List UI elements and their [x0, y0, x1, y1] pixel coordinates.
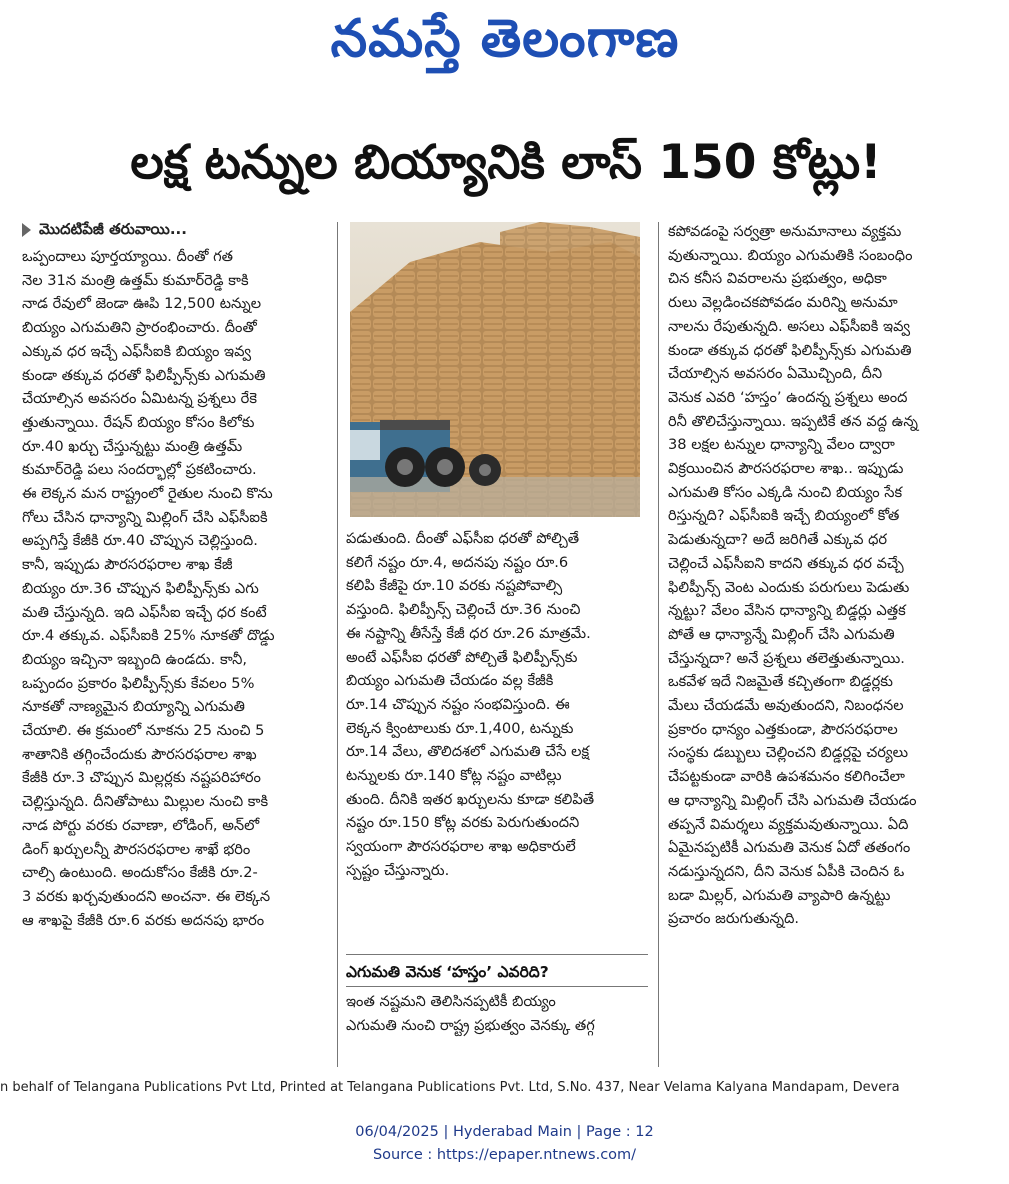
section-subhead: ఎగుమతి వెనుక ‘హస్తం’ ఎవరిది?	[346, 963, 549, 981]
edition-date-page: 06/04/2025 | Hyderabad Main | Page : 12	[355, 1124, 654, 1140]
article-column-2-continued: ఇంత నష్టమని తెలిసినప్పటికీ బియ్యం ఎగుమతి నుంచి రాష్ట్ర ప్రభుత్వం వెనక్కు తగ్గ	[346, 993, 595, 1034]
column-divider-2	[658, 222, 659, 1067]
rice-sacks-truck-photo	[350, 222, 640, 517]
column-divider-1	[337, 222, 338, 1067]
newspaper-masthead: నమస్తే తెలంగాణ	[330, 9, 680, 69]
article-column-1: ఒప్పందాలు పూర్తయ్యాయి. దీంతో గత నెల 31న మంత్రి ఉత్తమ్‌ కుమార్‌రెడ్డి కాకి నాడ రేవులో జెండా ఊపి 12,500 టన్నుల బియ్యం ఎగుమతిని ప్రారంభించారు. దీంతో ఎక్కువ ధర ఇచ్చే ఎఫ్‌సీఐకి బియ్యం ఇవ్వ కుండా తక్కువ ధరతో ఫిలిప్పీన్స్‌కు ఎగుమతి చేయాల్సిన అవసరం ఏమిటన్న ప్రశ్నలు రేకె త్తుతున్నాయి. రేషన్‌ బియ్యం కోసం కిలోకు రూ.40 ఖర్చు చేస్తున్నట్టు మంత్రి ఉత్తమ్‌ కుమార్‌రెడ్డి పలు సందర్భాల్లో ప్రకటించారు. ఈ లెక్కన మన రాష్ట్రంలో రైతుల నుంచి కొను గోలు చేసిన ధాన్యాన్ని మిల్లింగ్‌ చేసి ఎఫ్‌సీఐకి అప్పగిస్తే కేజీకి రూ.40 చొప్పున చెల్లిస్తుంది. కానీ, ఇప్పుడు పౌరసరఫరాల శాఖ కేజీ బియ్యం రూ.36 చొప్పున ఫిలిప్పీన్స్‌కు ఎగు మతి చేస్తున్నది. ఇది ఎఫ్‌సీఐ ఇచ్చే ధర కంటే రూ.4 తక్కువ. ఎఫ్‌సీఐకి 25% నూకతో దొడ్డు బియ్యం ఇచ్చినా ఇబ్బంది ఉండదు. కానీ, ఒప్పందం ప్రకారం ఫిలిప్పీన్స్‌కు కేవలం 5% నూకతో నాణ్యమైన బియ్యాన్ని ఎగుమతి చేయాలి. ఈ క్రమంలో నూకను 25 నుంచి 5 శాతానికి తగ్గించేందుకు పౌరసరఫరాల శాఖ కేజీకి రూ.3 చొప్పున మిల్లర్లకు నష్టపరిహారం చెల్లిస్తున్నది. దీనితోపాటు మిల్లుల నుంచి కాకి నాడ పోర్టు వరకు రవాణా, లోడింగ్‌, అన్‌లో డింగ్‌ ఖర్చులన్నీ పౌరసరఫరాల శాఖే భరిం చాల్సి ఉంటుంది. అందుకోసం కేజీకి రూ.2- 3 వరకు ఖర్చవుతుందని అంచనా. ఈ లెక్కన ఆ శాఖపై కేజీకి రూ.6 వరకు అదనపు భారం	[22, 248, 275, 929]
kicker-text: మొదటిపేజీ తరువాయి...	[39, 220, 187, 238]
article-headline: లక్ష టన్నుల బియ్యానికి లాస్‌ 150 కోట్లు!	[130, 135, 882, 190]
rice-sacks-illustration	[350, 222, 640, 517]
article-column-2: పడుతుంది. దీంతో ఎఫ్‌సీఐ ధరతో పోల్చితే కలిగే నష్టం రూ.4, అదనపు నష్టం రూ.6 కలిపి కేజీపై రూ.10 వరకు నష్టపోవాల్సి వస్తుంది. ఫిలిప్పీన్స్‌ చెల్లించే రూ.36 నుంచి ఈ నష్టాన్ని తీసేస్తే కేజీ ధర రూ.26 మాత్రమే. అంటే ఎఫ్‌సీఐ ధరతో పోల్చితే ఫిలిప్పీన్స్‌కు బియ్యం ఎగుమతి చేయడం వల్ల కేజీకి రూ.14 చొప్పున నష్టం సంభవిస్తుంది. ఈ లెక్కన క్వింటాలుకు రూ.1,400, టన్నుకు రూ.14 వేలు, తొలిదశలో ఎగుమతి చేసే లక్ష టన్నులకు రూ.140 కోట్ల నష్టం వాటిల్లు తుంది. దీనికి ఇతర ఖర్చులను కూడా కలిపితే నష్టం రూ.150 కోట్ల వరకు పెరుగుతుందని స్వయంగా పౌరసరఫరాల శాఖ అధికారులే స్పష్టం చేస్తున్నారు.	[346, 530, 595, 879]
subhead-rule-bottom	[346, 986, 648, 987]
chevron-right-icon	[22, 223, 31, 237]
source-link[interactable]: Source : https://epaper.ntnews.com/	[372, 1147, 637, 1163]
continued-from-kicker	[22, 217, 187, 241]
imprint-line: n behalf of Telangana Publications Pvt Ltd, Printed at Telangana Publications Pvt. Ltd, S.No. 437, Near Velama Kalyana Mandapam, Devera	[0, 1080, 900, 1095]
article-column-3: కపోవడంపై సర్వత్రా అనుమానాలు వ్యక్తమ వుతున్నాయి. బియ్యం ఎగుమతికి సంబంధిం చిన కనీస వివరాలను ప్రభుత్వం, అధికా రులు వెల్లడించకపోవడం మరిన్ని అనుమా నాలను రేపుతున్నది. అసలు ఎఫ్‌సీఐకి ఇవ్వ కుండా తక్కువ ధరతో ఫిలిప్పీన్స్‌కు ఎగుమతి చేయాల్సిన అవసరం ఏమొచ్చింది, దీని వెనుక ఎవరి ‘హస్తం’ ఉందన్న ప్రశ్నలు అంద రినీ తొలిచేస్తున్నాయి. ఇప్పటికే తన వద్ద ఉన్న 38 లక్షల టన్నుల ధాన్యాన్ని వేలం ద్వారా విక్రయించిన పౌరసరఫరాల శాఖ.. ఇప్పుడు ఎగుమతి కోసం ఎక్కడి నుంచి బియ్యం సేక రిస్తున్నది? ఎఫ్‌సీఐకి ఇచ్చే బియ్యంలో కోత పెడుతున్నదా? అదే జరిగితే ఎక్కువ ధర చెల్లించే ఎఫ్‌సీఐని కాదని తక్కువ ధర వచ్చే ఫిలిప్పీన్స్‌ వెంట ఎందుకు పరుగులు పెడుతు న్నట్టు? వేలం వేసిన ధాన్యాన్ని బిడ్డర్లు ఎత్తక పోతే ఆ ధాన్యాన్నే మిల్లింగ్‌ చేసి ఎగుమతి చేస్తున్నదా? అనే ప్రశ్నలు తలెత్తుతున్నాయి. ఒకవేళ ఇదే నిజమైతే కచ్చితంగా బిడ్డర్లకు మేలు చేయడమే అవుతుందని, నిబంధనల ప్రకారం ధాన్యం ఎత్తకుండా, పౌరసరఫరాల సంస్థకు డబ్బులు చెల్లించని బిడ్డర్లపై చర్యలు చేపట్టకుండా వారికి ఉపశమనం కలిగించేలా ఆ ధాన్యాన్ని మిల్లింగ్‌ చేసి ఎగుమతి చేయడం తప్పనే విమర్శలు వ్యక్తమవుతున్నాయి. ఏది ఏమైనప్పటికీ ఎగుమతి వెనుక ఏదో తతంగం నడుస్తున్నదని, దీని వెనుక ఏపీకి చెందిన ఓ బడా మిల్లర్‌, ఎగుమతి వ్యాపారి ఉన్నట్టు ప్రచారం జరుగుతున్నది.	[668, 223, 918, 928]
subhead-rule-top	[346, 954, 648, 955]
